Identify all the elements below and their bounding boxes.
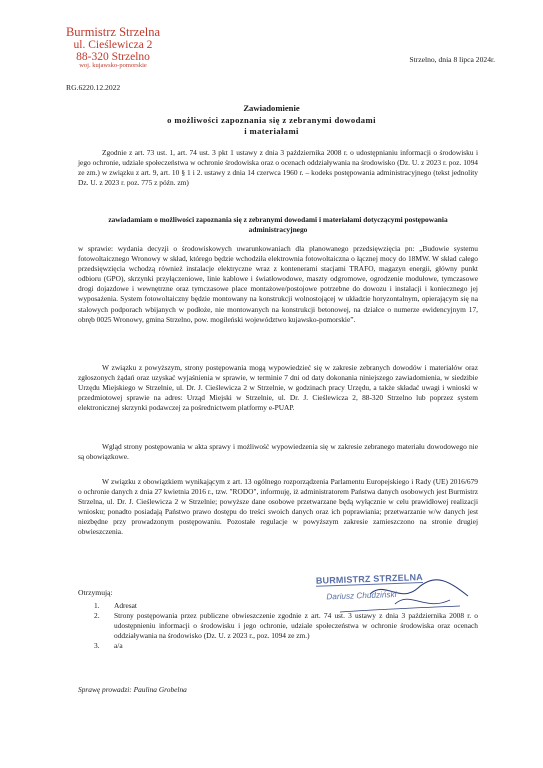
stamp-line-city: 88-320 Strzelno [76,51,150,64]
list-item-number: 2. [94,611,100,621]
list-item-text: Adresat [114,601,137,610]
list-item-text: a/a [114,641,123,651]
document-subtitle-line2: i materiałami [244,126,299,136]
signature-stamp [316,565,477,602]
stamp-line-street: ul. Cieślewicza 2 [73,39,153,52]
recipients-list [78,601,478,651]
insight-paragraph: Wgląd strony postępowania w akta sprawy i możliwość wypowiedzenia się w zakresie zebranego materiału dowodowego nie są obowiązkowe. [78,442,478,462]
list-item-number: 3. [94,641,100,651]
case-description-paragraph: w sprawie: wydania decyzji o środowiskowych uwarunkowaniach dla planowanego przedsięwzięcia pn: „Budowie systemu fotowoltaicznego Wronowy w skład, którego będzie wchodziła elektrownia fotowoltaiczna o łącznej mocy do 18MW. W skład całego przedsięwzięcia wchodzą również instalacje elektryczne wraz z kontenerami stacjami TRAFO, magazyn energii, główny punkt odbioru (GPO), skrzynki przyłączeniowe, linie kablowe i światłowodowe, maszty odgromowe, ogrodzenie modułowe, tymczasowe drogi dojazdowe i wewnętrzne oraz tymczasowe place montażowe/postojowe potrzebne do dowozu i instalacji i koniecznego jej wyposażenia. System fotowoltaiczny będzie montowany na konstrukcji wolnostojącej w układzie horyzontalnym, opierającym się na stalowych podporach wbijanych w podłoże, nie montowanych na konstrukcji betonowej, na działce o numerze ewidencyjnym 17, obręb 0025 Wronowy, gmina Strzelno, pow. mogileński województwo kujawsko-pomorskie”. [78,244,478,324]
parties-paragraph: W związku z powyższym, strony postępowania mogą wypowiedzieć się w zakresie zebranych dowodów i materiałów oraz zgłoszonych żądań oraz uzyskać wyjaśnienia w sprawie, w terminie 7 dni od daty dokonania niniejszego zawiadomienia, w siedzibie Urzędu Miejskiego w Strzelnie, ul. Dr. J. Cieślewicza 2 w Strzelnie, w godzinach pracy Urzędu, a także składać uwagi i wnioski w przedmiotowej sprawie na adres: Urząd Miejski w Strzelnie, ul. Dr. J. Cieślewicza 2, 88-320 Strzelno lub poprzez system elektronicznej skrzynki podawczej za pośrednictwem platformy e-PUAP. [78,363,478,413]
prepared-by: Sprawę prowadzi: Paulina Grobelna [78,685,187,694]
rodo-paragraph: W związku z obowiązkiem wynikającym z art. 13 ogólnego rozporządzenia Parlamentu Europejskiego i Rady (UE) 2016/679 o ochronie danych z dnia 27 kwietnia 2016 r., tzw. "RODO", informuję, iż administratorem Państwa danych osobowych jest Burmistrz Strzelna, ul. Dr. J. Cieślewicza 2 w Strzelnie; powyższe dane osobowe przetwarzane będą wyłącznie w celu prawidłowej realizacji wniosku; ponadto posiadają Państwo prawo dostępu do treści swoich danych oraz ich poprawiania; przetwarzanie w/w danych jest niezbędne przy prowadzonym postępowaniu. Pozostałe regulacje w powyższym zakresie zamieszczono na stronie drugiej obwieszczenia. [78,477,478,537]
reference-number: RG.6220.12.2022 [66,83,121,92]
list-item [78,601,478,611]
list-item [78,641,478,651]
recipients-heading: Otrzymują: [78,588,113,597]
place-date: Strzelno, dnia 8 lipca 2024r. [409,55,495,64]
list-item [78,611,478,641]
signature-name: Dariusz Chudziński [326,589,397,602]
document-title: Zawiadomienie [243,103,300,113]
list-item-text: Strony postępowania przez publiczne obwieszczenie zgodnie z art. 74 ust. 3 ustawy z dnia 3 października 2008 r. o udostępnieniu informacji o środowisku i jego ochronie, udziale społeczeństwa w ochronie środowiska oraz ocenach oddziaływania na środowisko (Dz. U. z 2023 r., poz. 1094 ze zm.) [114,611,478,641]
stamp-line-region: woj. kujawsko-pomorskie [79,62,147,70]
stamp-line-office: Burmistrz Strzelna [65,25,161,39]
list-item-number: 1. [94,601,100,610]
office-stamp [38,26,188,70]
legal-basis-paragraph: Zgodnie z art. 73 ust. 1, art. 74 ust. 3 pkt 1 ustawy z dnia 3 października 2008 r. o udostępnianiu informacji o środowisku i jego ochronie, udziale społeczeństwa w ochronie środowiska oraz o ocenach oddziaływania na środowisko (Dz. U. z 2023 r. poz. 1094 ze zm.) w związku z art. 9, art. 10 § 1 i 2. ustawy z dnia 14 czerwca 1960 r. – kodeks postępowania administracyjnego (tekst jednolity Dz. U. z 2023 r. poz. 775 z późn. zm) [78,148,478,188]
document-subtitle-line1: o możliwości zapoznania się z zebranymi dowodami [167,115,376,125]
signature-office: BURMISTRZ STRZELNA [315,572,424,586]
notice-bold-paragraph: zawiadamiam o możliwości zapoznania się z zebranymi dowodami i materiałami dotyczącymi postępowania administracyjnego [108,215,448,235]
